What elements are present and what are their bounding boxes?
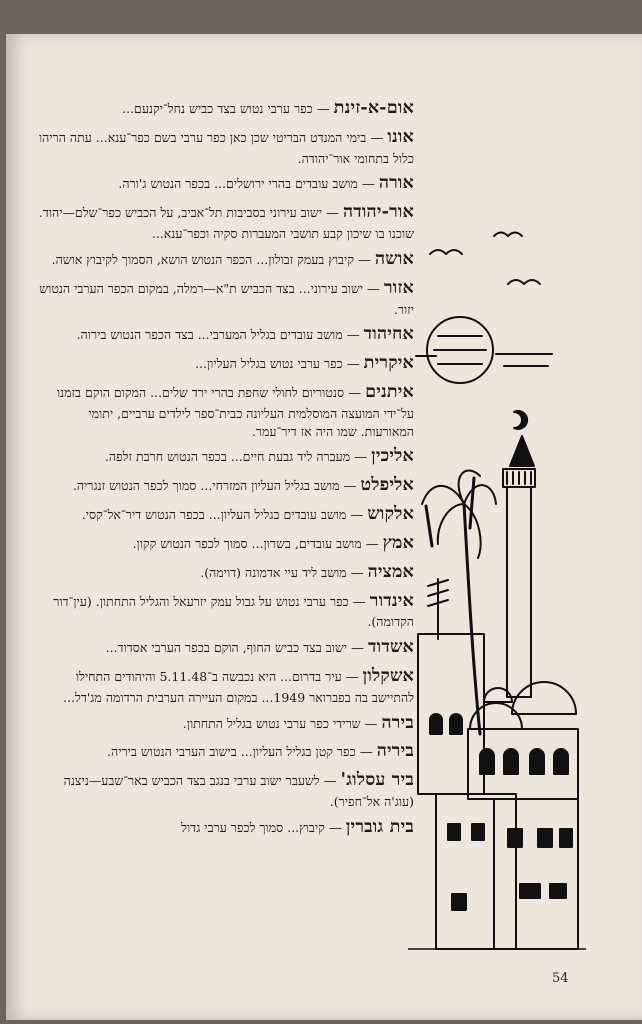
entry-description: קיבוץ בעמק זבולון... הכפר הנטוש הושא, הסמוך לקיבוץ אושה.	[51, 251, 355, 267]
gazetteer-entry	[34, 444, 414, 469]
gazetteer-entry	[34, 171, 414, 196]
entry-description: מושב ליד עיי אדמונה (דוימה).	[200, 564, 347, 580]
entry-dash: —	[348, 386, 362, 401]
entry-term: אשקלון	[362, 666, 414, 686]
entry-dash: —	[361, 177, 375, 193]
entry-description: מושב עובדים בגליל העליון... בכפר הנטוש דיר־אל־קסי.	[81, 507, 347, 523]
gazetteer-entry	[34, 589, 414, 632]
entry-description: כפר ערבי נטוש על גבול עמק יזרעאל והגליל התחתון. (עין־דור הקדומה).	[53, 593, 414, 630]
entry-description: עיר בדרום... היא נכבשה ב־5.11.48 והיהודים התחילו להתיישב בה בפברואר 1949... במקום העיירה הערבית הרדומה מג'דל...	[63, 669, 414, 705]
entry-dash: —	[365, 536, 379, 552]
entry-dash: —	[346, 357, 360, 373]
entry-dash: —	[370, 130, 384, 146]
entry-dash: —	[328, 820, 342, 836]
entry-term: אמץ	[382, 532, 414, 553]
gazetteer-entry	[34, 815, 414, 840]
gazetteer-entry	[34, 96, 414, 121]
entry-term: אליכין	[371, 446, 414, 467]
entry-term: ביר עסלוג'	[340, 770, 414, 791]
entry-description: מושב בגליל העליון המזרחי... סמוך לכפר הנטוש זנגריה.	[72, 478, 340, 494]
gazetteer-entry	[34, 473, 414, 498]
entry-description: כפר קטן בגליל העליון... בישוב הערבי הנטוש ביריה.	[107, 744, 356, 760]
gazetteer-entry	[34, 739, 414, 764]
entry-term: אושה	[375, 248, 414, 269]
entry-term: בית גוברין	[345, 816, 414, 837]
gazetteer-entry	[34, 380, 414, 440]
gazetteer-entry	[34, 125, 414, 168]
gazetteer-entry	[34, 560, 414, 585]
entry-description: קיבוץ... סמוך לכפר ערבי גדול	[181, 819, 325, 835]
gazetteer-entry	[34, 247, 414, 272]
entry-term: אינדור	[369, 590, 414, 611]
gazetteer-entry	[34, 635, 414, 660]
entry-term: בירה	[381, 712, 414, 733]
entry-dash: —	[352, 594, 366, 610]
entry-term: אונו	[387, 126, 414, 147]
entry-dash: —	[354, 450, 368, 466]
town-sketch-icon	[408, 214, 586, 959]
entry-description: ישוב בצד כביש החוף, הוקם בכפר הערבי אסדוד...	[105, 640, 348, 656]
gazetteer-entry	[34, 768, 414, 811]
entry-term: אמציה	[367, 561, 414, 582]
entry-dash: —	[323, 774, 337, 790]
entry-description: ישוב עירוני בסביבות תל־אביב, על הכביש כפר־שלם—יהוד. שוכנו בו שיכון קבע תושבי המעברות סקיה וכפר־ענא...	[38, 205, 414, 242]
entry-description: שרידי כפר ערבי נטוש בגליל התחתון.	[182, 715, 361, 731]
entry-term: אור-יהודה	[343, 202, 414, 223]
gazetteer-entry	[34, 322, 414, 347]
entry-description: לשעבר ישוב ערבי בנגב בצד הכביש באר־שבע—ניצנה (עוג'ה אל־חפיר).	[63, 773, 414, 810]
entry-term: אורה	[378, 173, 414, 194]
page-number: 54	[552, 971, 569, 986]
entry-dash: —	[326, 206, 339, 222]
gazetteer-entry	[34, 664, 414, 707]
entry-description: ישוב עירוני... בצד הכביש ת"א—רמלה, במקום הכפר הערבי הנטוש יזור.	[39, 280, 414, 317]
entry-dash: —	[350, 565, 364, 581]
entry-description: בימי המנדט הבריטי שכן כאן כפר ערבי בשם כפר־ענא... עתה הריהו כלול בתחומי אור־יהודה.	[38, 129, 414, 166]
entry-term: אחיהוד	[363, 324, 414, 345]
gazetteer-entry	[34, 502, 414, 527]
entry-dash: —	[364, 716, 378, 732]
entry-dash: —	[367, 281, 380, 297]
entry-dash: —	[345, 670, 359, 685]
gazetteer-entry	[34, 276, 414, 319]
entry-dash: —	[350, 508, 364, 524]
entry-dash: —	[343, 479, 357, 495]
entry-term: איתנים	[365, 382, 414, 402]
book-page	[6, 34, 642, 1020]
entry-description: מושב עובדים, בשרון... סמוך לכפר הנטוש קקון.	[132, 535, 362, 551]
entry-description: מושב עובדים בגליל המערבי... בצד הכפר הנטוש בירוה.	[76, 327, 343, 343]
entry-description: כפר ערבי נטוש בגליל העליון...	[195, 356, 343, 372]
entry-dash: —	[358, 252, 372, 268]
entry-dash: —	[359, 745, 373, 761]
gazetteer-entry	[34, 351, 414, 376]
entry-term: איקרית	[363, 353, 414, 374]
entry-dash: —	[346, 328, 360, 344]
entry-term: אלקוש	[367, 504, 414, 525]
entry-description: מעברה ליד גבעת חיים... בכפר הנטוש חרבת זלפה.	[104, 449, 351, 465]
entry-description: סנטוריום לחולי שחפת בהרי ירד שלים... המקום הוקם בזמנו על־ידי המועצה המוסלמית העליונה כבית־ספר לילדים ערביים, יתומי המאורעות. שמו היה אז דיר־עמר.	[56, 385, 414, 439]
entry-term: אום-א-זינת	[333, 98, 414, 118]
entry-description: כפר ערבי נטוש בצד כביש נחל־יקנעם...	[122, 101, 313, 116]
entry-term: אליפלט	[360, 475, 414, 496]
entry-term: אזור	[384, 277, 414, 298]
entry-term: אשדוד	[368, 637, 414, 658]
entry-description: מושב עובדים בהרי ירושלים... בכפר הנטוש ג'ורה.	[118, 176, 358, 192]
gazetteer-entries	[34, 96, 414, 844]
gazetteer-entry	[34, 531, 414, 556]
entry-term: ביריה	[376, 741, 414, 762]
gazetteer-entry	[34, 711, 414, 736]
gazetteer-entry	[34, 200, 414, 243]
entry-dash: —	[351, 641, 365, 657]
entry-dash: —	[316, 102, 330, 117]
